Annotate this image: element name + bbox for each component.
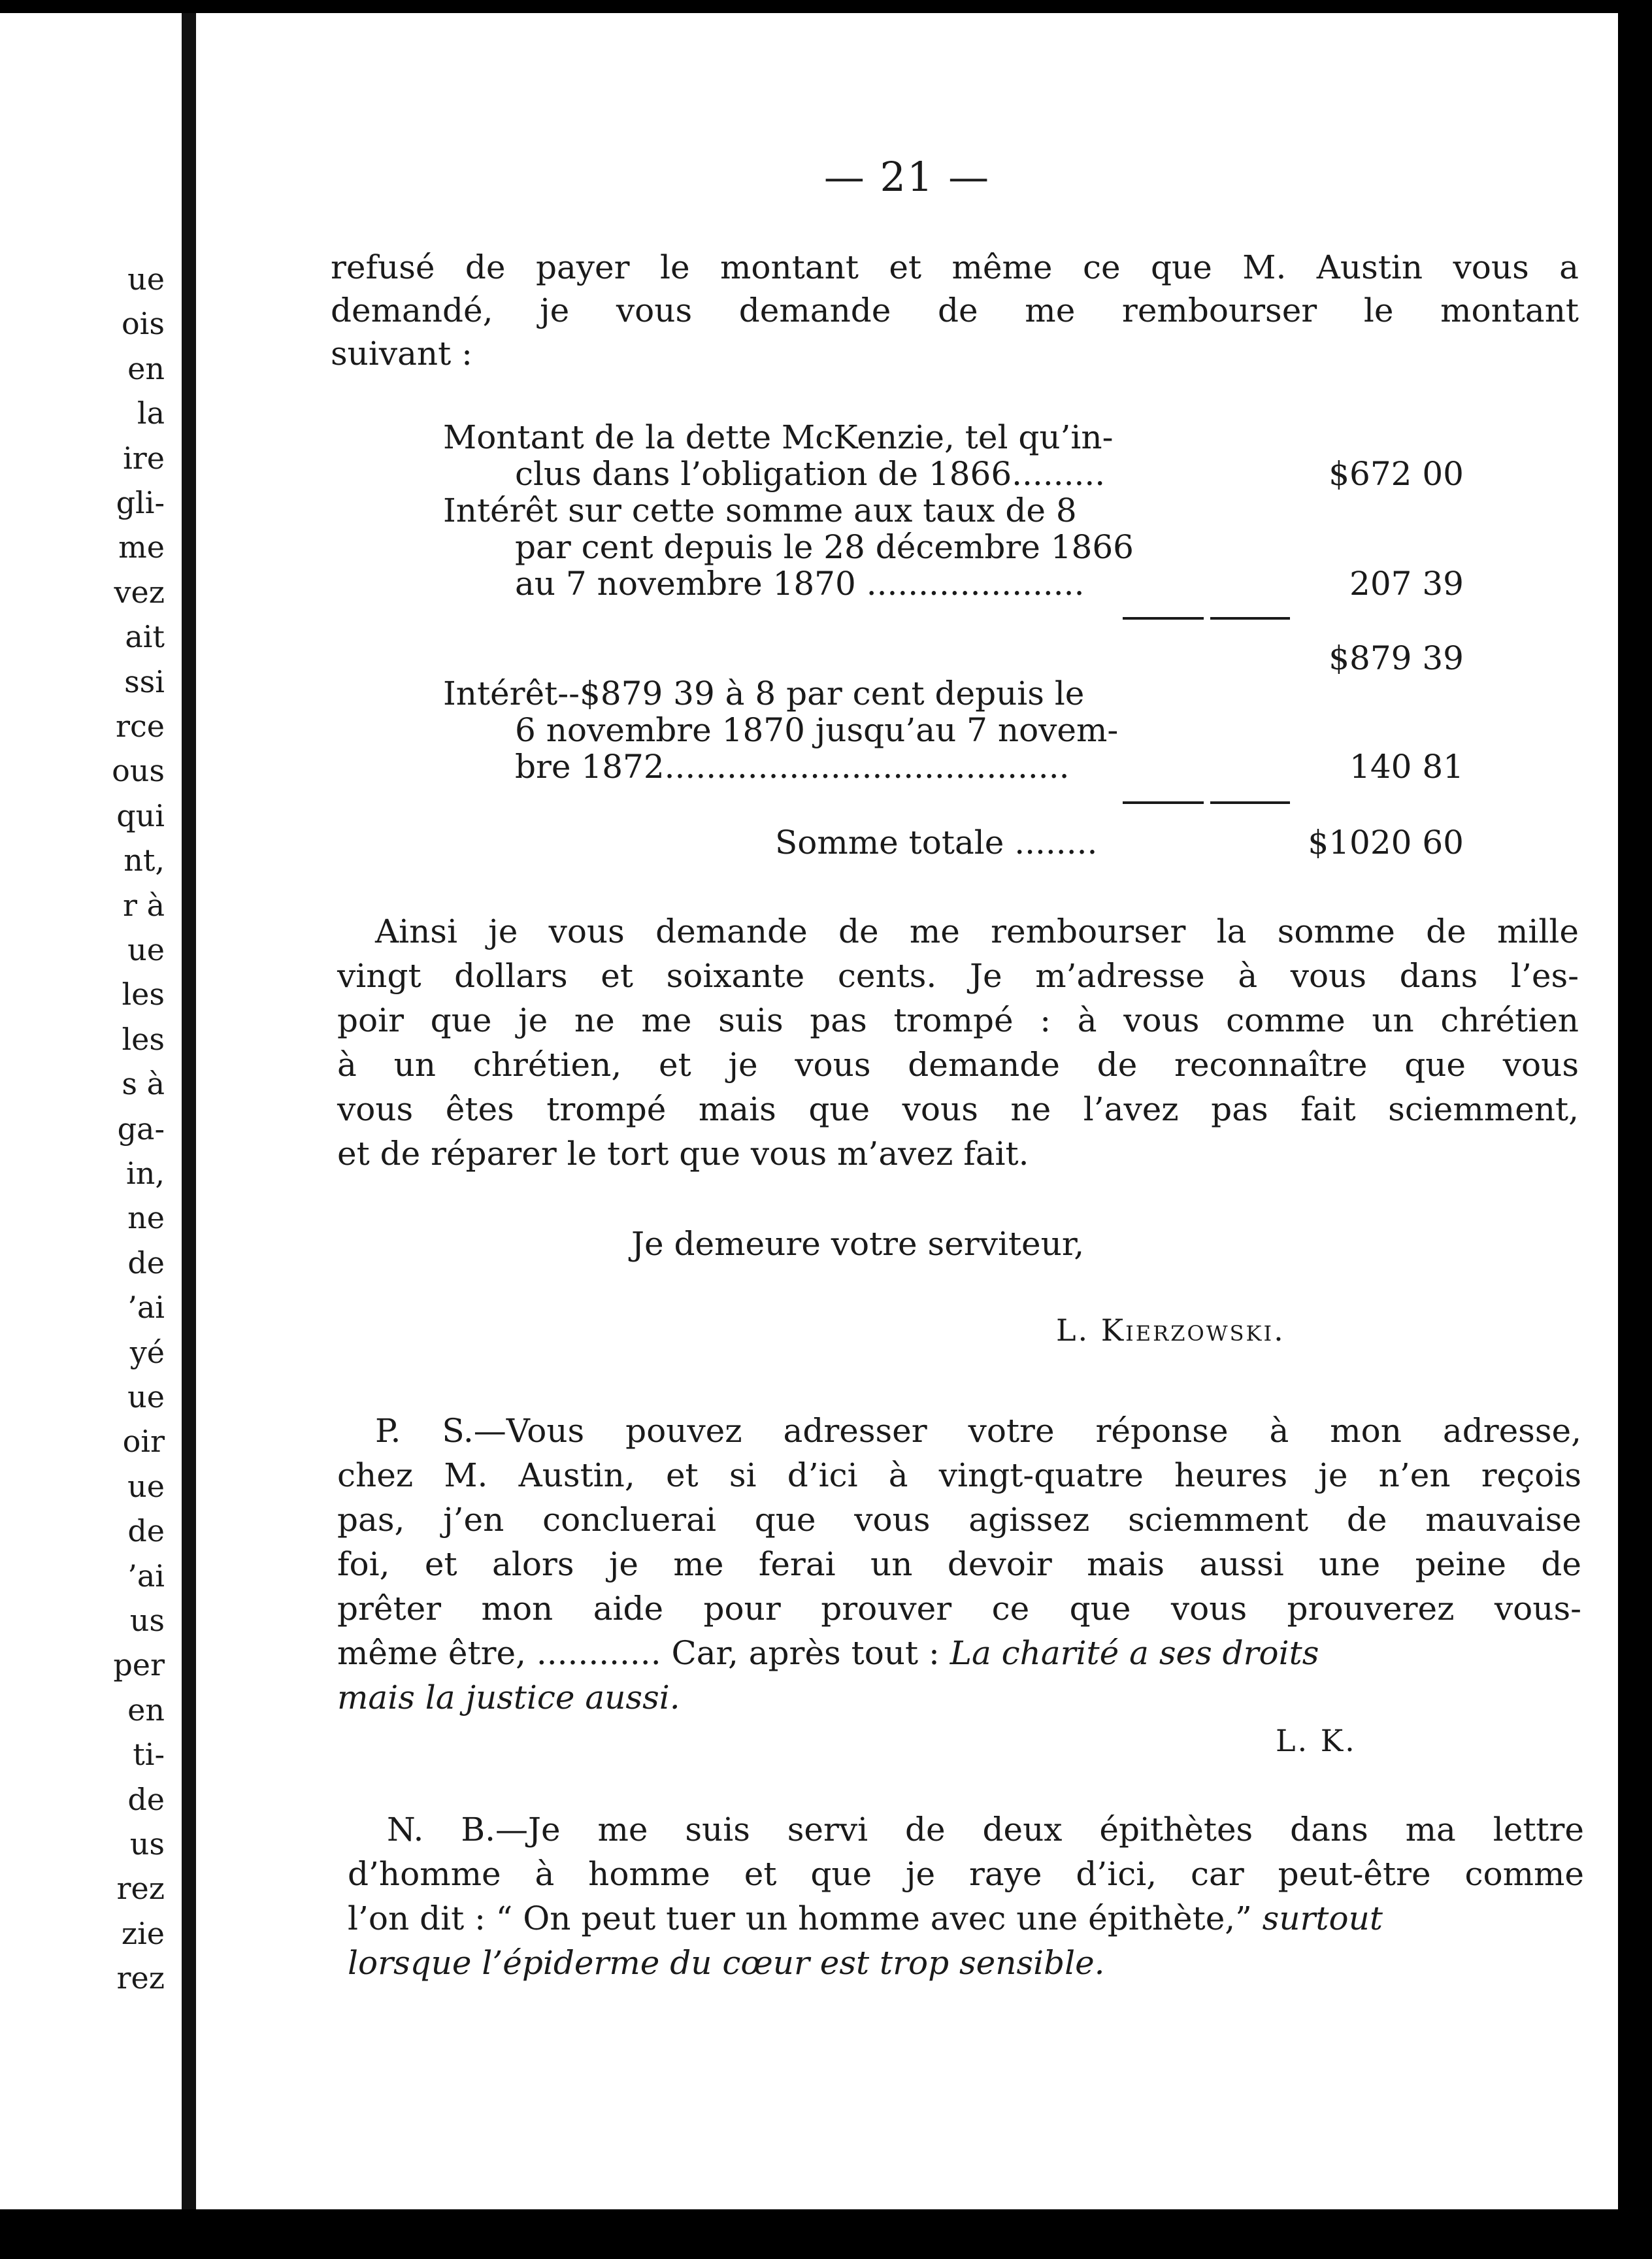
facing-page-fragment-line: ue: [127, 1468, 165, 1504]
facing-page-fragment-line: en: [127, 350, 165, 386]
facing-page-fragment-line: ne: [127, 1200, 165, 1236]
nb-line-1: N. B.—Je me suis servi de deux épithètes dans ma lettre: [387, 1811, 1584, 1849]
facing-page-fragment-line: r à: [122, 887, 165, 923]
account-item3-line3: bre 1872.......................................: [515, 748, 1070, 786]
facing-page-fragment-line: ssi: [124, 663, 165, 699]
facing-page-fragment-line: de: [127, 1781, 165, 1817]
account-total-amount: $1020 60: [1308, 824, 1464, 862]
sum-rule-dollars: [1210, 617, 1290, 620]
nb-line-4: lorsque l’épiderme du cœur est trop sensible.: [348, 1944, 1105, 1982]
facing-page-fragment-line: us: [129, 1826, 165, 1862]
ps-line-7: mais la justice aussi.: [337, 1679, 680, 1716]
ps-line-4: foi, et alors je me ferai un devoir mais aussi une peine de: [337, 1545, 1581, 1583]
account-item2-line2: par cent depuis le 28 décembre 1866: [515, 528, 1134, 566]
facing-page-fragment-line: ue: [127, 1379, 165, 1414]
facing-page-fragment-line: us: [129, 1603, 165, 1638]
facing-page-fragment-line: ire: [123, 440, 165, 476]
nb-line-3-italic: surtout: [1262, 1899, 1383, 1937]
page: [196, 13, 1618, 2209]
facing-page-fragment-line: ’ai: [127, 1558, 165, 1594]
facing-page-fragment-line: ga-: [117, 1111, 165, 1146]
paragraph1-line-1: Ainsi je vous demande de me rembourser la somme de mille: [375, 912, 1579, 950]
account-item1-line2: clus dans l’obligation de 1866.........: [515, 455, 1106, 493]
scan-top-border: [0, 0, 1652, 13]
account-item3-line2: 6 novembre 1870 jusqu’au 7 novem-: [515, 711, 1119, 749]
facing-page-fragment-line: per: [113, 1647, 165, 1683]
scan-bottom-band: [0, 2209, 1652, 2259]
account-item3-amount: 140 81: [1349, 748, 1464, 786]
facing-page-fragment-line: rez: [116, 1871, 165, 1907]
paragraph1-line-4: à un chrétien, et je vous demande de reconnaître que vous: [337, 1046, 1579, 1084]
page-number: — 21 —: [823, 153, 991, 201]
facing-page-fragment-line: ’ai: [127, 1290, 165, 1326]
ps-line-6-italic: La charité a ses droits: [950, 1634, 1319, 1672]
nb-line-2: d’homme à homme et que je raye d’ici, car peut-être comme: [348, 1855, 1584, 1893]
facing-page-fragment-line: les: [122, 977, 165, 1012]
intro-line-1: refusé de payer le montant et même ce que M. Austin vous a: [331, 248, 1579, 286]
facing-page-fragment-line: ois: [121, 306, 165, 342]
paragraph1-line-2: vingt dollars et soixante cents. Je m’adresse à vous dans l’es-: [337, 957, 1579, 995]
nb-line-3-roman: l’on dit : “ On peut tuer un homme avec une épithète,”: [348, 1899, 1263, 1937]
paragraph1-line-5: vous êtes trompé mais que vous ne l’avez pas fait sciemment,: [337, 1090, 1579, 1128]
account-total-label: Somme totale ........: [775, 824, 1098, 862]
facing-page-fragment-line: de: [127, 1513, 165, 1549]
total-rule-cents: [1123, 801, 1204, 804]
ps-line-5: prêter mon aide pour prouver ce que vous prouverez vous-: [337, 1590, 1581, 1628]
facing-page-fragment-line: vez: [114, 574, 165, 610]
account-subtotal: $879 39: [1329, 639, 1464, 677]
ps-line-1: P. S.—Vous pouvez adresser votre réponse à mon adresse,: [375, 1412, 1581, 1450]
facing-page-fragment-line: de: [127, 1245, 165, 1280]
paragraph1-line-3: poir que je ne me suis pas trompé : à vous comme un chrétien: [337, 1001, 1579, 1039]
facing-page-fragment-line: me: [118, 529, 165, 565]
signature: L. Kierzowski.: [1056, 1313, 1285, 1348]
facing-page-fragment-line: ue: [127, 261, 165, 297]
intro-line-3: suivant :: [331, 335, 472, 373]
facing-page-fragment-line: yé: [129, 1334, 165, 1370]
facing-page-fragment-line: ti-: [133, 1737, 165, 1773]
nb-line-3: [348, 1899, 1383, 1937]
total-rule-dollars: [1210, 801, 1290, 804]
facing-page-fragment-line: rce: [116, 709, 165, 744]
closing-line: Je demeure votre serviteur,: [631, 1225, 1085, 1263]
facing-page-fragment-line: la: [137, 395, 165, 431]
intro-line-2: demandé, je vous demande de me rembourser le montant: [331, 292, 1579, 329]
facing-page-fragment-line: en: [127, 1692, 165, 1728]
facing-page-fragment-line: zie: [121, 1915, 165, 1951]
facing-page-fragment-line: qui: [116, 797, 165, 833]
facing-page-fragment-line: rez: [116, 1960, 165, 1996]
facing-page-fragment: [0, 13, 182, 2209]
ps-line-3: pas, j’en concluerai que vous agissez sciemment de mauvaise: [337, 1501, 1581, 1539]
account-item2-amount: 207 39: [1349, 565, 1464, 603]
scan-right-edge: [1618, 13, 1652, 2259]
ps-initials: L. K.: [1276, 1723, 1357, 1758]
account-item1-line1: Montant de la dette McKenzie, tel qu’in-: [443, 418, 1114, 456]
account-item1-amount: $672 00: [1329, 455, 1464, 493]
facing-page-fragment-line: ait: [125, 619, 165, 655]
facing-page-fragment-line: oir: [122, 1424, 165, 1460]
account-item3-line1: Intérêt--$879 39 à 8 par cent depuis le: [443, 675, 1085, 712]
ps-line-2: chez M. Austin, et si d’ici à vingt-quatre heures je n’en reçois: [337, 1456, 1581, 1494]
facing-page-fragment-line: ous: [112, 753, 165, 789]
ps-line-6: [337, 1634, 1319, 1672]
book-gutter: [182, 13, 196, 2209]
facing-page-fragment-line: in,: [126, 1156, 165, 1191]
facing-page-fragment-line: ue: [127, 932, 165, 967]
facing-page-fragment-line: nt,: [124, 843, 165, 878]
paragraph1-line-6: et de réparer le tort que vous m’avez fait.: [337, 1135, 1029, 1173]
facing-page-fragment-line: gli-: [116, 485, 165, 520]
account-item2-line1: Intérêt sur cette somme aux taux de 8: [443, 492, 1077, 529]
account-item2-line3: au 7 novembre 1870 .....................: [515, 565, 1085, 603]
sum-rule-cents: [1123, 617, 1204, 620]
facing-page-fragment-line: les: [122, 1021, 165, 1057]
facing-page-fragment-line: s à: [122, 1066, 165, 1102]
ps-line-6-roman: même être, ............ Car, après tout :: [337, 1634, 950, 1672]
